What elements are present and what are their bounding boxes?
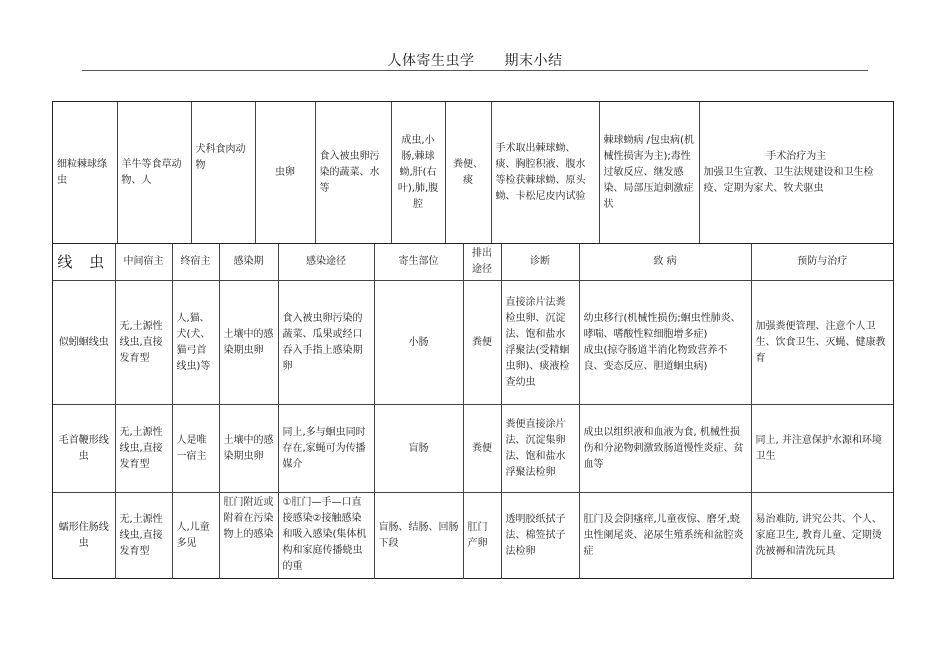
header-site: 寄生部位	[374, 244, 463, 281]
row-intermediate-host: 无,土源性线虫,直接发育型	[115, 493, 172, 579]
row-prevention: 易治难防, 讲究公共、个人、家庭卫生, 教育儿童、定期烫洗被褥和清洗玩具	[751, 493, 893, 579]
title-section: 期末小结	[504, 53, 563, 69]
pathogenesis-adult: 成虫(掠夺肠道半消化物致营养不良、变态反应、胆道蛔虫病)	[583, 344, 728, 372]
top-cell-prevention	[699, 102, 893, 243]
row-route: 同上,多与蛔虫同时存在,家蝇可为传播媒介	[278, 405, 374, 493]
row-prevention: 同上, 并注意保护水源和环境卫生	[751, 405, 893, 493]
top-prevention-measures: 加强卫生宣教、卫生法规建设和卫生检疫、定期为家犬、牧犬驱虫	[703, 166, 874, 194]
row-site: 盲肠、结肠、回肠下段	[374, 493, 463, 579]
row-diagnosis: 直接涂片法粪检虫卵、沉淀法、饱和盐水浮聚法(受精蛔虫卵)、痰液检查幼虫	[501, 281, 579, 405]
route-text: ①肛门—手—口直接感染②接触感染和吸入感染(集体机构和家庭传播蛲虫的重	[282, 497, 367, 572]
header-pathogenesis: 致 病	[579, 244, 751, 281]
row-site: 盲肠	[374, 405, 463, 493]
row-site: 小肠	[374, 281, 463, 405]
row-intermediate-host: 无,土源性线虫,直接发育型	[115, 405, 172, 493]
row-name: 毛首鞭形线虫	[53, 405, 115, 493]
header-diagnosis: 诊断	[501, 244, 579, 281]
row-pathogenesis	[579, 281, 751, 405]
table-row	[53, 102, 893, 243]
row-excretion: 肛门产卵	[463, 493, 501, 579]
top-cell-intermediate-host: 羊牛等食草动物、人	[117, 102, 191, 243]
row-final-host: 人是唯一宿主	[172, 405, 219, 493]
row-infective-stage: 土壤中的感染期虫卵	[219, 281, 278, 405]
table-row	[53, 493, 893, 579]
top-cell-route: 食入被虫卵污染的蔬菜、水等	[315, 102, 391, 243]
top-cell-excretion: 粪便、痰	[445, 102, 491, 243]
top-cell-name: 细粒棘球绦虫	[53, 102, 117, 243]
header-excretion: 排出途径	[463, 244, 501, 281]
header-intermediate-host: 中间宿主	[115, 244, 172, 281]
top-cell-final-host: 犬科食肉动物	[191, 102, 255, 243]
table-row	[53, 281, 893, 405]
pathogenesis-larva: 幼虫移行(机械性损伤;蛔虫性肺炎、哮喘、嗜酸性粒细胞增多症)	[583, 312, 741, 340]
table-row	[53, 405, 893, 493]
row-pathogenesis: 成虫以组织液和血液为食, 机械性损伤和分泌物刺激致肠道慢性炎症、贫血等	[579, 405, 751, 493]
row-final-host: 人,猫、犬(犬、猫弓首线虫)等	[172, 281, 219, 405]
header-route: 感染途径	[278, 244, 374, 281]
row-final-host: 人,儿童多见	[172, 493, 219, 579]
row-name: 似蚓蛔线虫	[53, 281, 115, 405]
nematode-table	[52, 243, 894, 579]
row-diagnosis: 粪便直接涂片法、沉淀集卵法、饱和盐水浮聚法检卵	[501, 405, 579, 493]
top-prevention-treatment: 手术治疗为主	[766, 150, 827, 162]
page-title	[0, 50, 950, 70]
top-cell-pathogenesis: 棘球蚴病 /包虫病(机械性损害为主);毒性过敏反应、继发感染、局部压迫刺激症状	[599, 102, 699, 243]
infective-stage-text: 肛门附近或附着在污染物上的感染	[223, 497, 274, 540]
row-route	[278, 493, 374, 579]
title-underline	[82, 70, 868, 71]
header-final-host: 终宿主	[172, 244, 219, 281]
header-name: 线 虫	[53, 244, 115, 281]
top-cell-infective-stage: 虫卵	[255, 102, 315, 243]
table-header-row	[53, 244, 893, 281]
header-infective-stage: 感染期	[219, 244, 278, 281]
row-route: 食入被虫卵污染的蔬菜、瓜果或经口吞入手指上感染期卵	[278, 281, 374, 405]
row-prevention: 加强粪便管理、注意个人卫生、饮食卫生、灭蝇、健康教育	[751, 281, 893, 405]
top-cell-diagnosis: 手术取出棘球蚴、痰、胸腔积液、腹水等检获棘球蚴、原头蚴、卡松尼皮内试验	[491, 102, 599, 243]
row-infective-stage	[219, 493, 278, 579]
top-table-fragment	[52, 101, 894, 244]
title-course: 人体寄生虫学	[387, 53, 475, 69]
header-prevention: 预防与治疗	[751, 244, 893, 281]
row-pathogenesis: 肛门及会阴瘙痒,儿童夜惊、磨牙,蛲虫性阑尾炎、泌尿生殖系统和盆腔炎症	[579, 493, 751, 579]
row-intermediate-host: 无,土源性线虫,直接发育型	[115, 281, 172, 405]
row-excretion: 粪便	[463, 405, 501, 493]
row-name: 蠕形住肠线虫	[53, 493, 115, 579]
row-diagnosis: 透明胶纸拭子法、棉签拭子法检卵	[501, 493, 579, 579]
top-cell-site: 成虫,小肠,棘球蚴,肝(右叶),肺,腹腔	[391, 102, 445, 243]
row-infective-stage: 土壤中的感染期虫卵	[219, 405, 278, 493]
row-excretion: 粪便	[463, 281, 501, 405]
